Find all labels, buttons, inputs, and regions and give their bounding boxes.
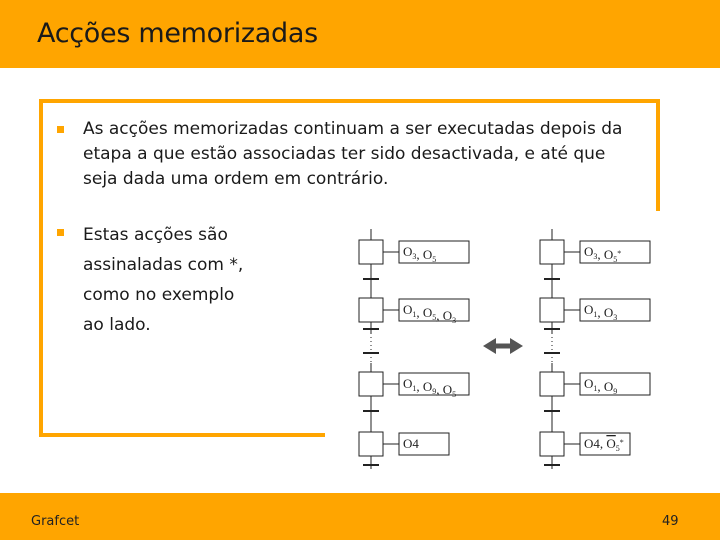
bullet-1-line-3: seja dada uma ordem em contrário.	[83, 169, 389, 189]
page-number: 49	[662, 514, 679, 529]
slide-title: Acções memorizadas	[37, 18, 318, 49]
footer-label: Grafcet	[31, 514, 80, 529]
bullet-square-icon	[57, 126, 64, 133]
equivalence-arrow-right-head	[510, 338, 523, 354]
left-action-label-3: $O_1$, $O_9$, $O_5$	[403, 376, 457, 399]
right-step-4	[540, 432, 564, 456]
left-step-4	[359, 432, 383, 456]
right-action-label-1: $O_3$, $O_5^*$	[584, 244, 622, 264]
right-step-2	[540, 298, 564, 322]
bullet-1-text	[83, 117, 622, 192]
left-action-label-4: O4	[403, 436, 419, 451]
grafcet-diagram	[330, 225, 660, 475]
bullet-2-line-1: Estas acções são	[83, 225, 228, 245]
right-action-label-3: $O_1$, $O_9$	[584, 376, 618, 396]
bullet-1-line-2: etapa a que estão associadas ter sido desactivada, e até que	[83, 144, 606, 164]
left-step-1	[359, 240, 383, 264]
left-action-label-1: $O_3$, $O_5$	[403, 244, 437, 264]
bullet-2-text	[83, 220, 243, 340]
bullet-2-line-3: como no exemplo	[83, 285, 235, 305]
left-step-3	[359, 372, 383, 396]
bullet-2-line-4: ao lado.	[83, 315, 151, 335]
right-action-label-2: $O_1$, $O_3$	[584, 302, 618, 322]
bullet-square-icon	[57, 229, 64, 236]
left-step-2	[359, 298, 383, 322]
footer-bar	[0, 493, 720, 540]
bullet-1-line-1: As acções memorizadas continuam a ser executadas depois da	[83, 119, 623, 139]
left-action-label-2: $O_1$, $O_5$, $O_3$	[403, 302, 457, 325]
right-step-1	[540, 240, 564, 264]
bullet-2-line-2: assinaladas com *,	[83, 255, 244, 275]
right-action-label-4: O4, $O_5^*$	[584, 436, 624, 453]
equivalence-arrow-left-head	[483, 338, 496, 354]
right-step-3	[540, 372, 564, 396]
